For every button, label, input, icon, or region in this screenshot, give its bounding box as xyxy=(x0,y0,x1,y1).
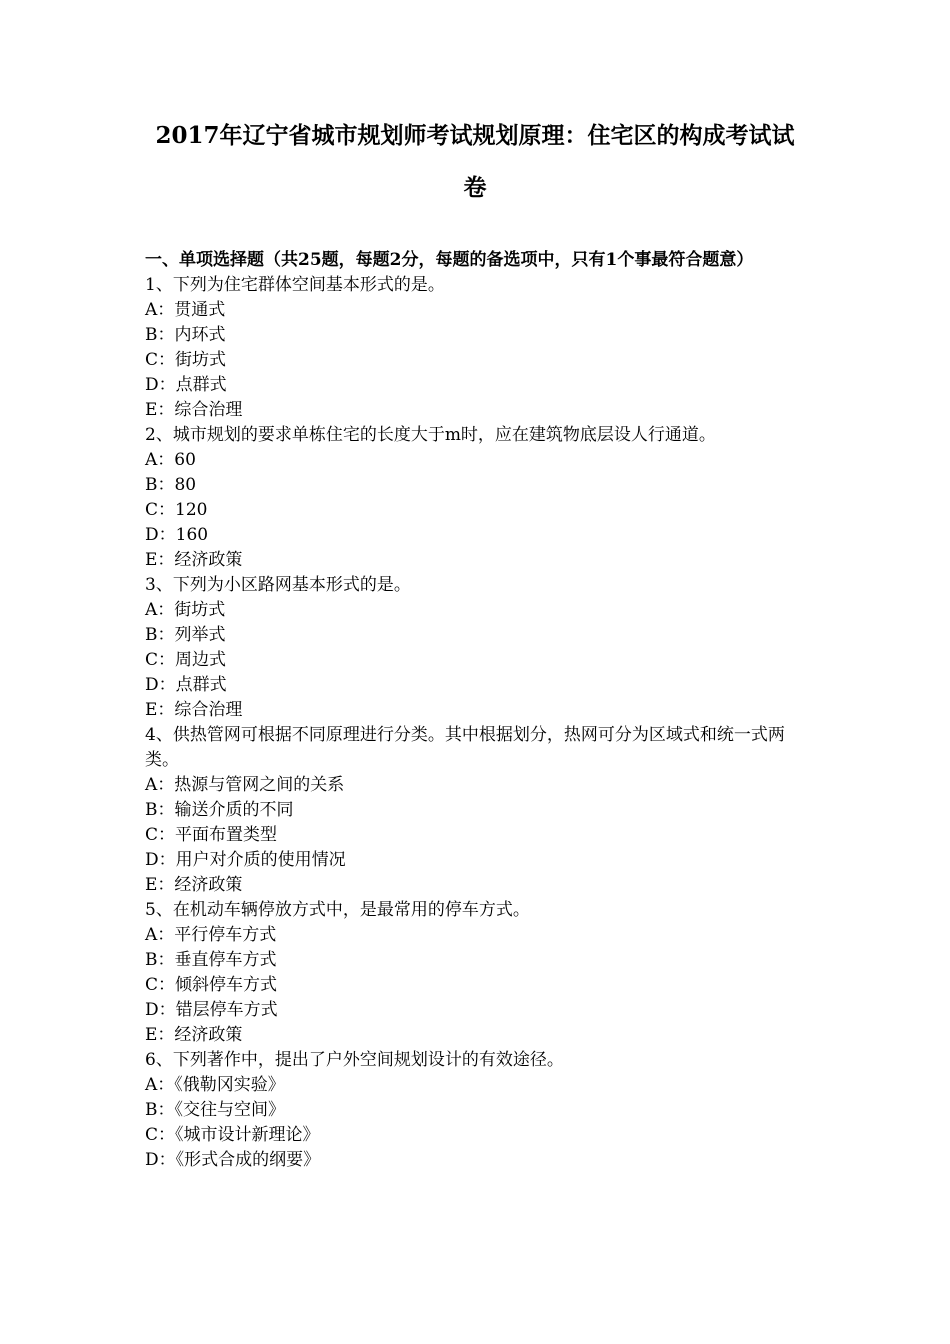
answer-option: D：错层停车方式 xyxy=(145,1000,278,1020)
question-stem: 4、供热管网可根据不同原理进行分类。其中根据划分，热网可分为区域式和统一式两类。 xyxy=(145,725,785,770)
answer-option: D：点群式 xyxy=(145,675,227,695)
answer-option: C：周边式 xyxy=(145,650,227,670)
answer-option: C：倾斜停车方式 xyxy=(145,975,278,995)
answer-option: B：垂直停车方式 xyxy=(145,950,277,970)
document-title: 2017年辽宁省城市规划师考试规划原理：住宅区的构成考试试卷 xyxy=(155,122,795,201)
answer-option: E：经济政策 xyxy=(145,1025,243,1045)
section-heading: 一、单项选择题（共25题，每题2分，每题的备选项中，只有1个事最符合题意） xyxy=(145,250,754,270)
answer-option: A：贯通式 xyxy=(145,300,226,320)
answer-option: A：街坊式 xyxy=(145,600,226,620)
answer-option: A：热源与管网之间的关系 xyxy=(145,775,345,795)
answer-option: C：平面布置类型 xyxy=(145,825,278,845)
answer-option: D：用户对介质的使用情况 xyxy=(145,850,346,870)
answer-option: C：街坊式 xyxy=(145,350,227,370)
answer-option: A：《俄勒冈实验》 xyxy=(145,1075,285,1095)
question-stem: 6、下列著作中，提出了户外空间规划设计的有效途径。 xyxy=(145,1050,564,1070)
answer-option: A：平行停车方式 xyxy=(145,925,277,945)
question-stem: 1、下列为住宅群体空间基本形式的是。 xyxy=(145,275,445,295)
answer-option: E：综合治理 xyxy=(145,400,243,420)
answer-option: B：80 xyxy=(145,475,197,495)
answer-option: B：列举式 xyxy=(145,625,226,645)
answer-option: B：《交往与空间》 xyxy=(145,1100,285,1120)
answer-option: D：160 xyxy=(145,525,209,545)
answer-option: E：经济政策 xyxy=(145,550,243,570)
question-list xyxy=(145,273,805,1173)
answer-option: C：120 xyxy=(145,500,208,520)
answer-option: D：点群式 xyxy=(145,375,227,395)
answer-option: E：综合治理 xyxy=(145,700,243,720)
answer-option: D：《形式合成的纲要》 xyxy=(145,1150,321,1170)
question-stem: 5、在机动车辆停放方式中，是最常用的停车方式。 xyxy=(145,900,530,920)
answer-option: B：内环式 xyxy=(145,325,226,345)
answer-option: C：《城市设计新理论》 xyxy=(145,1125,320,1145)
answer-option: B：输送介质的不同 xyxy=(145,800,294,820)
answer-option: E：经济政策 xyxy=(145,875,243,895)
question-stem: 2、城市规划的要求单栋住宅的长度大于m时，应在建筑物底层设人行通道。 xyxy=(145,425,716,445)
question-stem: 3、下列为小区路网基本形式的是。 xyxy=(145,575,411,595)
answer-option: A：60 xyxy=(145,450,196,470)
